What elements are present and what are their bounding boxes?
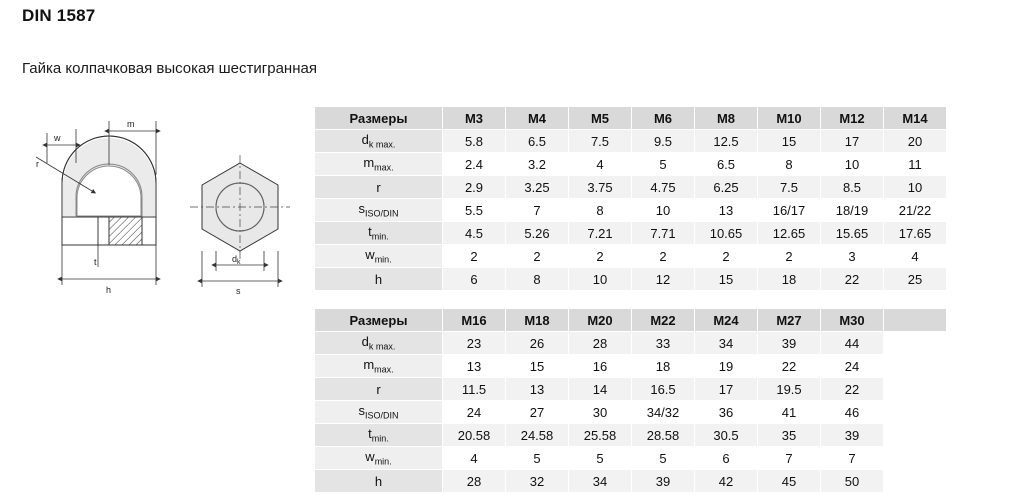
spec-table — [314, 106, 947, 291]
parameter-subscript: k max. — [368, 139, 396, 150]
table-cell-value: 7 — [758, 447, 821, 470]
table-cell-value: 15.65 — [821, 222, 884, 245]
drawing-label-m: m — [127, 119, 135, 129]
table-cell-value: 5.5 — [443, 199, 506, 222]
table-cell-value: 22 — [821, 378, 884, 401]
table-cell-value: 21/22 — [884, 199, 947, 222]
column-header-thread: M10 — [758, 107, 821, 130]
table-cell-value: 35 — [758, 424, 821, 447]
table-cell-value: 3.25 — [506, 176, 569, 199]
table-cell-value: 34 — [569, 470, 632, 493]
spec-table-2-container — [314, 308, 947, 493]
table-cell-value: 14 — [569, 378, 632, 401]
row-header-parameter — [315, 176, 443, 199]
parameter-subscript: min. — [374, 456, 392, 467]
table-cell-value: 11.5 — [443, 378, 506, 401]
table-cell-value: 10 — [569, 268, 632, 291]
table-cell-value: 12.65 — [758, 222, 821, 245]
table-cell-value: 22 — [821, 268, 884, 291]
table-cell-value: 27 — [506, 401, 569, 424]
table-cell-value: 11 — [884, 153, 947, 176]
table-row — [315, 401, 947, 424]
table-cell-value: 28 — [569, 332, 632, 355]
table-header-row — [315, 107, 947, 130]
table-cell-value: 19 — [695, 355, 758, 378]
parameter-symbol: h — [374, 473, 383, 489]
table-cell-value: 19.5 — [758, 378, 821, 401]
parameter-subscript: min. — [371, 433, 389, 444]
table-cell-value: 6.5 — [695, 153, 758, 176]
table-cell-value: 28.58 — [632, 424, 695, 447]
table-cell-value: 25.58 — [569, 424, 632, 447]
table-cell-value: 12.5 — [695, 130, 758, 153]
table-cell-empty — [884, 470, 947, 493]
table-row — [315, 130, 947, 153]
table-cell-value: 16/17 — [758, 199, 821, 222]
column-header-thread: M3 — [443, 107, 506, 130]
table-cell-value: 4.5 — [443, 222, 506, 245]
table-cell-value: 26 — [506, 332, 569, 355]
table-cell-empty — [884, 378, 947, 401]
drawing-label-dk: $d_k$ — [232, 254, 241, 266]
column-header-thread: M22 — [632, 309, 695, 332]
table-cell-value: 16 — [569, 355, 632, 378]
table-cell-value: 12 — [632, 268, 695, 291]
table-cell-value: 2 — [758, 245, 821, 268]
row-header-parameter — [315, 332, 443, 355]
table-cell-value: 24 — [443, 401, 506, 424]
table-row — [315, 424, 947, 447]
column-header-thread: M6 — [632, 107, 695, 130]
table-cell-value: 45 — [758, 470, 821, 493]
table-cell-value: 7.5 — [758, 176, 821, 199]
table-cell-value: 39 — [758, 332, 821, 355]
table-row — [315, 199, 947, 222]
table-cell-value: 20.58 — [443, 424, 506, 447]
table-row — [315, 222, 947, 245]
parameter-symbol: m — [363, 357, 375, 373]
table-cell-value: 20 — [884, 130, 947, 153]
table-cell-value: 13 — [443, 355, 506, 378]
table-cell-value: 2 — [695, 245, 758, 268]
table-cell-value: 2 — [632, 245, 695, 268]
parameter-symbol: s — [358, 201, 365, 217]
table-cell-value: 2 — [569, 245, 632, 268]
table-cell-value: 6 — [695, 447, 758, 470]
column-header-thread — [884, 309, 947, 332]
column-header-thread: M4 — [506, 107, 569, 130]
table-cell-value: 4 — [884, 245, 947, 268]
table-cell-value: 2 — [443, 245, 506, 268]
parameter-subscript: ISO/DIN — [364, 410, 399, 421]
parameter-subscript: max. — [374, 364, 394, 375]
table-row — [315, 332, 947, 355]
table-row — [315, 378, 947, 401]
table-cell-value: 8 — [758, 153, 821, 176]
column-header-thread: M24 — [695, 309, 758, 332]
row-header-parameter — [315, 153, 443, 176]
page-subtitle: Гайка колпачковая высокая шестигранная — [22, 60, 317, 77]
spec-table-1-container — [314, 106, 947, 291]
row-header-parameter — [315, 470, 443, 493]
parameter-symbol: d — [361, 334, 369, 350]
column-header-sizes: Размеры — [315, 107, 443, 130]
table-cell-value: 30 — [569, 401, 632, 424]
column-header-thread: M14 — [884, 107, 947, 130]
table-cell-value: 7.71 — [632, 222, 695, 245]
column-header-thread: M20 — [569, 309, 632, 332]
table-cell-value: 3.2 — [506, 153, 569, 176]
table-cell-value: 8 — [569, 199, 632, 222]
drawing-label-r: r — [36, 159, 39, 169]
row-header-parameter — [315, 130, 443, 153]
table-cell-value: 5 — [506, 447, 569, 470]
table-cell-value: 7.21 — [569, 222, 632, 245]
parameter-symbol: w — [365, 449, 375, 465]
table-cell-value: 34/32 — [632, 401, 695, 424]
table-cell-value: 6.25 — [695, 176, 758, 199]
table-cell-value: 39 — [821, 424, 884, 447]
parameter-symbol: r — [376, 179, 381, 195]
parameter-subscript: k max. — [368, 341, 396, 352]
column-header-thread: M8 — [695, 107, 758, 130]
table-cell-value: 24 — [821, 355, 884, 378]
drawing-label-h: h — [106, 285, 112, 295]
table-cell-value: 7.5 — [569, 130, 632, 153]
table-cell-value: 50 — [821, 470, 884, 493]
column-header-thread: M30 — [821, 309, 884, 332]
parameter-symbol: d — [361, 132, 369, 148]
column-header-thread: M12 — [821, 107, 884, 130]
table-cell-value: 3 — [821, 245, 884, 268]
drawing-label-s: s — [236, 286, 241, 295]
table-cell-value: 33 — [632, 332, 695, 355]
parameter-symbol: t — [368, 426, 372, 442]
parameter-symbol: r — [376, 381, 381, 397]
table-cell-empty — [884, 424, 947, 447]
table-cell-value: 23 — [443, 332, 506, 355]
table-cell-value: 30.5 — [695, 424, 758, 447]
table-cell-value: 18 — [758, 268, 821, 291]
page-title: DIN 1587 — [22, 6, 96, 25]
table-cell-value: 15 — [758, 130, 821, 153]
row-header-parameter — [315, 447, 443, 470]
table-cell-empty — [884, 401, 947, 424]
table-row — [315, 355, 947, 378]
row-header-parameter — [315, 222, 443, 245]
row-header-parameter — [315, 378, 443, 401]
table-cell-value: 18 — [632, 355, 695, 378]
table-cell-empty — [884, 447, 947, 470]
table-cell-value: 5.8 — [443, 130, 506, 153]
table-cell-value: 36 — [695, 401, 758, 424]
table-cell-value: 46 — [821, 401, 884, 424]
table-cell-value: 2.9 — [443, 176, 506, 199]
table-row — [315, 470, 947, 493]
row-header-parameter — [315, 245, 443, 268]
table-cell-empty — [884, 332, 947, 355]
parameter-subscript: max. — [374, 162, 394, 173]
parameter-symbol: t — [368, 224, 372, 240]
parameter-symbol: m — [363, 155, 375, 171]
column-header-thread: M5 — [569, 107, 632, 130]
table-cell-value: 15 — [695, 268, 758, 291]
table-cell-value: 15 — [506, 355, 569, 378]
column-header-thread: M16 — [443, 309, 506, 332]
table-cell-value: 34 — [695, 332, 758, 355]
table-cell-value: 5.26 — [506, 222, 569, 245]
table-cell-value: 6.5 — [506, 130, 569, 153]
row-header-parameter — [315, 355, 443, 378]
table-cell-value: 25 — [884, 268, 947, 291]
parameter-symbol: h — [374, 271, 383, 287]
table-cell-value: 4.75 — [632, 176, 695, 199]
column-header-thread: M27 — [758, 309, 821, 332]
table-cell-value: 17 — [821, 130, 884, 153]
table-cell-value: 4 — [443, 447, 506, 470]
table-cell-value: 41 — [758, 401, 821, 424]
table-row — [315, 153, 947, 176]
table-cell-value: 3.75 — [569, 176, 632, 199]
drawing-label-w: w — [54, 133, 61, 143]
table-row — [315, 447, 947, 470]
table-cell-value: 42 — [695, 470, 758, 493]
table-row — [315, 268, 947, 291]
table-row — [315, 245, 947, 268]
table-row — [315, 176, 947, 199]
table-cell-value: 8.5 — [821, 176, 884, 199]
parameter-symbol: s — [358, 403, 365, 419]
table-cell-value: 39 — [632, 470, 695, 493]
table-cell-value: 17 — [695, 378, 758, 401]
table-cell-value: 10 — [821, 153, 884, 176]
spec-table — [314, 308, 947, 493]
table-cell-value: 9.5 — [632, 130, 695, 153]
row-header-parameter — [315, 424, 443, 447]
row-header-parameter — [315, 199, 443, 222]
table-cell-value: 5 — [632, 447, 695, 470]
table-cell-value: 10 — [884, 176, 947, 199]
parameter-subscript: min. — [371, 231, 389, 242]
table-cell-value: 7 — [506, 199, 569, 222]
table-cell-value: 2.4 — [443, 153, 506, 176]
table-cell-value: 10 — [632, 199, 695, 222]
table-cell-value: 16.5 — [632, 378, 695, 401]
table-cell-value: 10.65 — [695, 222, 758, 245]
table-cell-value: 6 — [443, 268, 506, 291]
parameter-subscript: ISO/DIN — [364, 208, 399, 219]
table-cell-value: 24.58 — [506, 424, 569, 447]
table-cell-empty — [884, 355, 947, 378]
table-cell-value: 8 — [506, 268, 569, 291]
table-cell-value: 18/19 — [821, 199, 884, 222]
row-header-parameter — [315, 401, 443, 424]
table-cell-value: 44 — [821, 332, 884, 355]
column-header-sizes: Размеры — [315, 309, 443, 332]
table-cell-value: 5 — [569, 447, 632, 470]
table-cell-value: 4 — [569, 153, 632, 176]
column-header-thread: M18 — [506, 309, 569, 332]
drawing-label-t: t — [94, 257, 97, 267]
table-cell-value: 28 — [443, 470, 506, 493]
table-cell-value: 7 — [821, 447, 884, 470]
table-cell-value: 17.65 — [884, 222, 947, 245]
table-header-row — [315, 309, 947, 332]
table-cell-value: 32 — [506, 470, 569, 493]
technical-drawing — [14, 105, 299, 295]
table-cell-value: 13 — [695, 199, 758, 222]
parameter-symbol: w — [365, 247, 375, 263]
table-cell-value: 22 — [758, 355, 821, 378]
table-cell-value: 13 — [506, 378, 569, 401]
row-header-parameter — [315, 268, 443, 291]
parameter-subscript: min. — [374, 254, 392, 265]
table-cell-value: 2 — [506, 245, 569, 268]
table-cell-value: 5 — [632, 153, 695, 176]
